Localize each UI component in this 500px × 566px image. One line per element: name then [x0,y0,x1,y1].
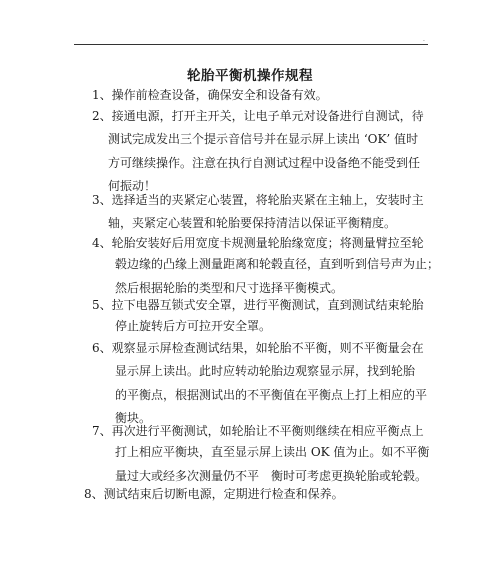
item-line: 接通电源，打开主开关，让电子单元对设备进行自测试，待 [111,109,424,123]
item-line: 轮胎安装好后用宽度卡规测量轮胎缘宽度；将测量臂拉至轮 [111,236,424,250]
item-number: 3、 [92,193,112,207]
item-line: 观察显示屏检查测试结果，如轮胎不平衡，则不平衡量会在 [111,341,424,355]
item-number: 2、 [92,109,112,123]
list-item [92,189,424,213]
header-rule [74,44,428,45]
item-line: 衡块。 [115,411,152,425]
item-continuation [115,441,429,488]
item-line: 的平衡点，根据测试出的不平衡值在平衡点上打上相应的平 [115,387,428,402]
item-continuation [115,315,271,339]
item-line: 毂边缘的凸缘上测量距离和轮毂直径，直到听到信号声为止； [115,257,440,271]
list-item [92,232,424,256]
item-line: 停止旋转后方可拉开安全罩。 [115,319,272,333]
item-continuation [115,253,439,300]
header-mark: . [423,36,425,43]
item-line: 操作前检查设备，确保安全和设备有效。 [111,88,328,102]
list-item [92,337,424,361]
list-item [84,483,344,507]
list-item [92,84,328,108]
item-line: 何振动！ [108,179,157,193]
item-line: 测试完成发出三个提示音信号并在显示屏上读出 ‘OK’ 值时 [108,132,419,146]
item-line: 方可继续操作。注意在执行自测试过程中设备绝不能受到任 [108,155,421,170]
item-number: 5、 [92,298,112,312]
item-line: 轴，夹紧定心装置和轮胎要保持清洁以保证平衡精度。 [108,216,397,230]
item-line: 量过大或经多次测量仍不平 衡时可考虑更换轮胎或轮毂。 [115,468,428,483]
item-line: 打上相应平衡块，直至显示屏上读出 OK 值为止。如不平衡 [115,445,430,459]
item-number: 7、 [92,424,112,438]
item-number: 4、 [92,236,112,250]
item-continuation [108,128,420,199]
item-number: 6、 [92,341,112,355]
item-line: 显示屏上读出。此时应转动轮胎边观察显示屏，找到轮胎 [115,364,416,378]
item-number: 1、 [92,88,112,102]
item-number: 8、 [84,487,104,501]
item-line: 再次进行平衡测试，如轮胎让不平衡则继续在相应平衡点上 [111,424,424,438]
item-line: 测试结束后切断电源，定期进行检查和保养。 [103,487,344,501]
list-item [92,294,424,318]
list-item [92,105,424,129]
item-line: 拉下电器互锁式安全罩，进行平衡测试，直到测试结束轮胎 [111,298,424,312]
item-line: 选择适当的夹紧定心装置，将轮胎夹紧在主轴上，安装时主 [111,193,424,207]
item-line: 然后根据轮胎的类型和尺寸选择平衡模式。 [115,280,344,295]
list-item [92,420,424,444]
document-title: 轮胎平衡机操作规程 [187,68,313,84]
